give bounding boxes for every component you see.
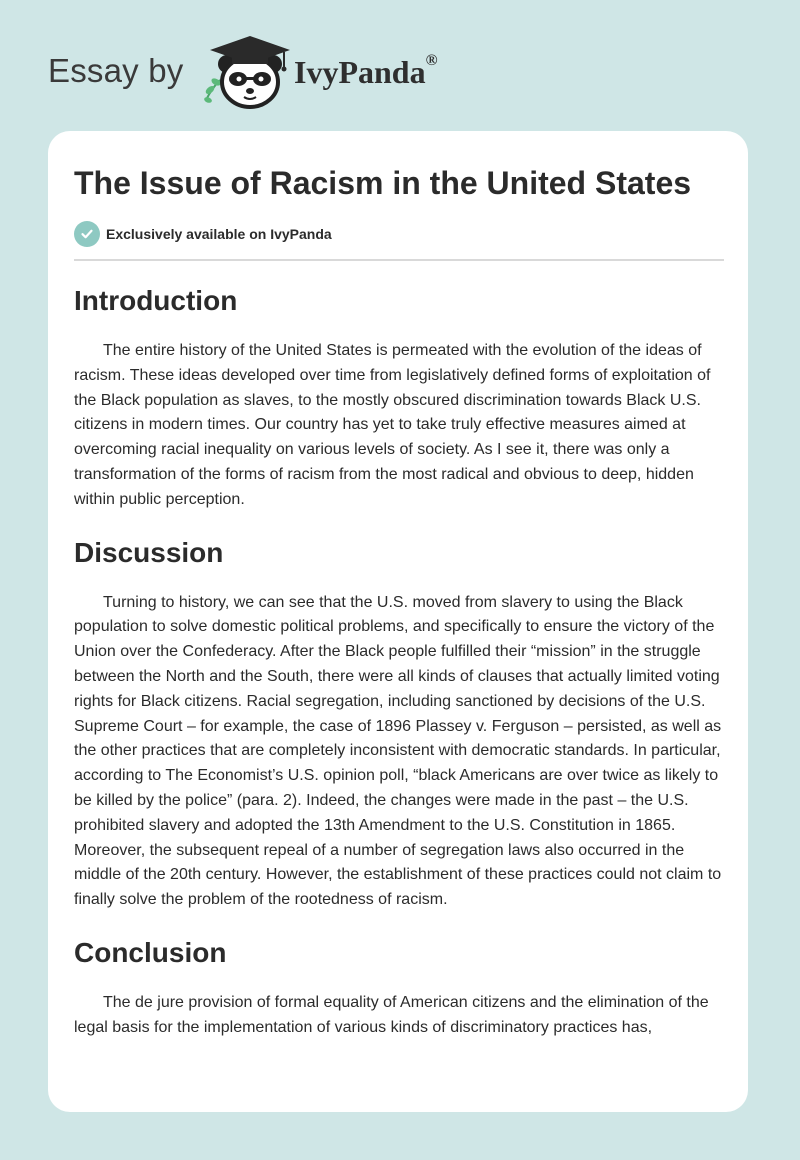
section-heading-conclusion: Conclusion	[74, 936, 227, 968]
brand-prefix: Essay by	[48, 52, 184, 89]
brand-name-text: IvyPanda	[294, 54, 426, 90]
essay-card	[48, 131, 748, 1112]
divider	[74, 259, 724, 261]
panda-graduation-cap-icon	[200, 34, 296, 110]
section-paragraph-discussion: Turning to history, we can see that the U.S. moved from slavery to using the Black population to solve domestic political problems, and specifically to ensure the victory of the Union over the Confederacy. After the Black people fulfilled their “mission” in the struggle between the North and the South, there were all kinds of clauses that actually limited voting rights for Black citizens. Racial segregation, including sanctioned by decisions of the U.S. Supreme Court – for example, the case of 1896 Plassey v. Ferguson – persisted, as well as the other practices that are completely inconsistent with democratic standards. In particular, according to The Economist’s U.S. opinion poll, “black Americans are over twice as likely to be killed by the police” (para. 2). Indeed, the changes were made in the past – the U.S. prohibited slavery and adopted the 13th Amendment to the U.S. Constitution in 1865. Moreover, the subsequent repeal of a number of segregation laws also occurred in the middle of the 20th century. However, the establishment of these practices could not claim to finally solve the problem of the rootedness of racism.	[74, 593, 722, 909]
essay-title: The Issue of Racism in the United States	[74, 165, 692, 201]
section-paragraph-introduction: The entire history of the United States is permeated with the evolution of the ideas of racism. These ideas developed over time from legislatively defined forms of exploitation of the Black population as slaves, to the mostly obscured discrimination towards Black U.S. citizens in modern times. Our country has yet to take truly effective measures aimed at overcoming racial inequality on various levels of society. As I see it, there was only a transformation of the forms of racism from the most radical and obvious to deep, hidden within public perception.	[74, 342, 711, 508]
section-paragraph-conclusion: The de jure provision of formal equality of American citizens and the elimination of the legal basis for the implementation of various kinds of discriminatory practices has,	[74, 993, 709, 1036]
section-heading-discussion: Discussion	[74, 536, 224, 568]
section-heading-introduction: Introduction	[74, 285, 238, 316]
brand-name	[294, 54, 438, 91]
exclusive-badge	[74, 221, 724, 247]
site-header	[48, 34, 508, 114]
registered-mark: ®	[425, 52, 438, 69]
check-circle-icon	[74, 221, 100, 247]
essay-content	[74, 163, 724, 1041]
badge-text: Exclusively available on IvyPanda	[106, 226, 332, 242]
